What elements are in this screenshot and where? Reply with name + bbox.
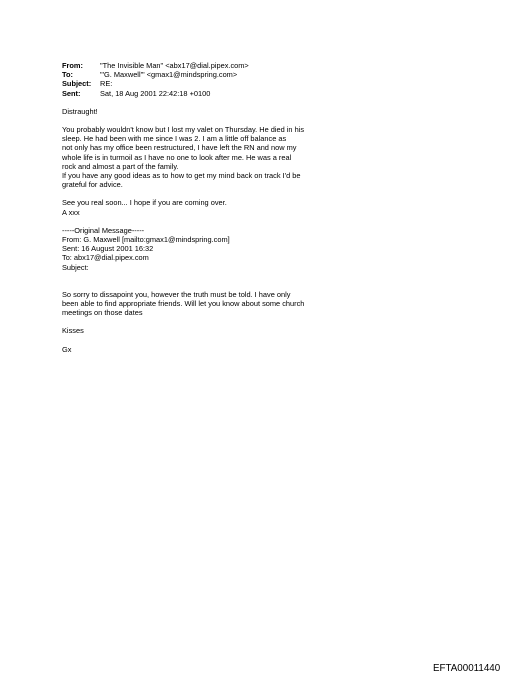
body-line: A xxx [62,207,80,217]
original-divider: -----Original Message----- [62,225,145,235]
original-sent: Sent: 16 August 2001 16:32 [62,244,154,254]
body-line: whole life is in turmoil as I have no one to look after me. He was a real [62,152,292,162]
body-line: sleep. He had been with me since I was 2. I am a little off balance as [62,134,287,144]
original-body-line: So sorry to dissapoint you, however the truth must be told. I have only [62,289,291,299]
original-to: To: abx17@dial.pipex.com [62,253,149,263]
original-subject: Subject: [62,262,89,272]
original-body-line: been able to find appropriate friends. Will let you know about some church [62,299,305,309]
body-line: rock and almost a part of the family. [62,161,179,171]
sent-label: Sent: [62,88,81,98]
original-message-header [62,226,362,272]
kisses-text: Kisses [62,326,84,336]
email-printout [62,61,362,363]
signoff [62,345,362,354]
greeting-text: Distraught! [62,106,98,116]
header-row-sent [62,89,249,98]
subject-value: RE: [100,79,113,89]
original-from: From: G. Maxwell [mailto:gmax1@mindspring.com] [62,235,230,245]
sent-value: Sat, 18 Aug 2001 22:42:18 +0100 [100,88,211,98]
to-value: "'G. Maxwell'" <gmax1@mindspring.com> [100,70,238,80]
to-label: To: [62,70,73,80]
bates-number: EFTA00011440 [433,663,501,674]
original-body-line: meetings on those dates [62,308,143,318]
kisses [62,326,362,335]
body-line: not only has my office been restructured, I have left the RN and now my [62,143,297,153]
signoff-text: Gx [62,344,72,354]
header-row-to [62,70,249,79]
header-row-subject [62,79,249,88]
body-line: You probably wouldn't know but I lost my valet on Thursday. He died in his [62,125,305,135]
body-paragraph-1 [62,125,362,189]
body-paragraph-2 [62,198,362,216]
original-message-body [62,290,362,318]
subject-label: Subject: [62,79,92,89]
body-line: See you real soon... I hope if you are coming over. [62,198,227,208]
from-value: "The Invisible Man" <abx17@dial.pipex.com> [100,61,249,70]
header-row-from [62,61,249,70]
from-label: From: [62,61,83,70]
body-line: If you have any good ideas as to how to get my mind back on track I'd be [62,171,301,181]
email-header [62,61,249,98]
body-line: grateful for advice. [62,180,123,190]
greeting [62,107,362,116]
